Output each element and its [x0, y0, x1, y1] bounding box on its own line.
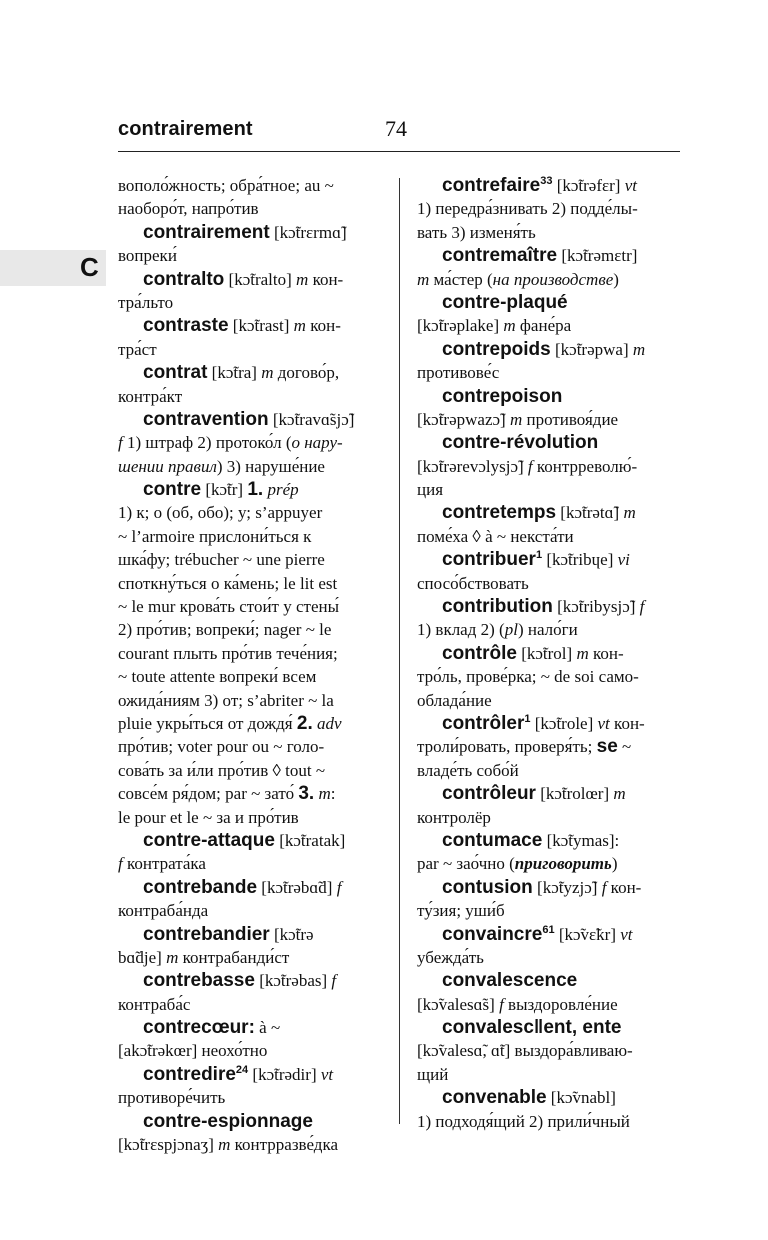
headword: contre: [143, 479, 202, 501]
entry-headline: [417, 969, 679, 992]
entry-text: тра́льто: [118, 292, 174, 312]
entry-text: [kɔ̃trəmɛtr]: [557, 246, 638, 266]
entry-headline: [118, 408, 380, 431]
headword: contravention: [143, 408, 269, 430]
entry-text: сова́ть за и́ли про́тив ◊ tout ~: [118, 760, 326, 780]
headword: contre-révolution: [442, 432, 599, 454]
entry-headline: [118, 876, 380, 899]
grammar-label: f: [639, 597, 645, 617]
grammar-label: m: [576, 643, 589, 663]
conjugation-index: 61: [542, 923, 555, 936]
right-column: [417, 174, 679, 1133]
headword: contribution: [442, 596, 553, 618]
entry-text: [kɔ̃tyzjɔ̃]: [532, 877, 602, 897]
entry-text: облада́ние: [417, 690, 492, 710]
entry-text: противоя́дие: [522, 409, 619, 429]
grammar-label: m: [296, 269, 309, 289]
headword: contrepoison: [442, 385, 563, 407]
page-number: 74: [385, 116, 407, 141]
entry-headline: [417, 595, 679, 618]
entry-line: [417, 665, 679, 688]
entry-text: шка́фу; trébucher ~ une pierre: [118, 550, 325, 570]
entry-text: [kɔ̃trəbas]: [254, 971, 332, 991]
entry-text: ): [613, 269, 619, 289]
entry-text: ) 3) наруше́ние: [216, 456, 325, 476]
entry-line: [118, 993, 380, 1016]
entry-text: спосо́бствовать: [417, 573, 529, 593]
entry-text: [kɔ̃trə: [269, 924, 314, 944]
entry-text: 1) штраф 2) протоко́л (: [122, 433, 292, 453]
entry-text: [kɔ̃trəplake]: [417, 316, 504, 336]
entry-text: поме́ха ◊ à ~ некста́ти: [417, 526, 574, 546]
headword: contre-attaque: [143, 829, 275, 851]
grammar-label: m: [166, 947, 179, 967]
entry-line: [417, 478, 679, 501]
entry-headline: [417, 782, 679, 805]
entry-text: [kɔ̃tratak]: [274, 830, 346, 850]
entry-headline: [417, 385, 679, 408]
entry-headline: [417, 174, 679, 197]
entry-line: [118, 618, 380, 641]
entry-text: контраба́нда: [118, 901, 209, 921]
entry-text: ту́зия; уши́б: [417, 901, 505, 921]
headword: contrat: [143, 362, 208, 384]
guide-word: contrairement: [118, 118, 253, 140]
grammar-label: vt: [624, 176, 637, 195]
entry-line: [118, 291, 380, 314]
conjugation-index: 1: [524, 712, 531, 725]
entry-headline: [118, 829, 380, 852]
entry-line: [417, 197, 679, 220]
headword: contrôler: [442, 712, 525, 734]
entry-line: [417, 408, 679, 431]
grammar-label: vi: [617, 550, 630, 570]
grammar-label: m: [417, 269, 430, 289]
entry-text: контрразве́дка: [230, 1135, 338, 1155]
headword: contrôle: [442, 642, 517, 664]
entry-line: [417, 361, 679, 384]
entry-line: [118, 1086, 380, 1109]
entry-text: 1) вклад 2) (: [417, 620, 505, 640]
entry-text: [kɔ̃tralto]: [224, 269, 297, 289]
entry-headline: [417, 829, 679, 852]
entry-line: [118, 665, 380, 688]
entry-text: à ~: [254, 1018, 281, 1038]
headword: contrebasse: [143, 970, 255, 992]
headword: contrebandier: [143, 923, 270, 945]
entry-line: [118, 642, 380, 665]
entry-text: догово́р,: [273, 363, 340, 383]
entry-text: вать 3) изменя́ть: [417, 222, 536, 242]
entry-line: [417, 993, 679, 1016]
conjugation-index: 1: [535, 549, 543, 562]
entry-text: вопреки́: [118, 246, 177, 266]
entry-text: [kɔ̃trol]: [516, 643, 577, 663]
grammar-label: vt: [320, 1064, 334, 1084]
sense-number: 3.: [298, 783, 315, 805]
grammar-label: m: [293, 316, 306, 336]
entry-text: 1) к; о (об, обо); у; s’appuyer: [118, 503, 323, 523]
entry-headline: [118, 478, 380, 501]
entry-text: [kɔ̃trɛspjɔnaʒ]: [118, 1135, 219, 1155]
headword: convaincre: [442, 923, 543, 945]
grammar-label: f: [601, 877, 607, 897]
entry-text: ~ le mur крова́ть стои́т у стены́: [118, 597, 340, 617]
headword: contrefaire: [442, 175, 541, 196]
grammar-label: m: [318, 784, 331, 804]
entry-headline: [417, 923, 679, 946]
grammar-label: f: [118, 433, 123, 453]
entry-text: pluie укры́ться от дождя́: [118, 713, 297, 733]
entry-text: bɑ̃dje]: [118, 947, 167, 967]
entry-text: кон-: [588, 643, 624, 663]
headword: contrairement: [143, 221, 270, 243]
entry-text: кон-: [606, 877, 642, 897]
entry-line: [118, 197, 380, 220]
entry-text: [kɔ̃trətɑ̃]: [556, 503, 624, 523]
headword: convalesc‖ent, ente: [442, 1017, 622, 1039]
entry-text: [kɔ̃tymas]:: [542, 830, 620, 850]
entry-text: кон-: [609, 713, 645, 733]
grammar-label: m: [218, 1135, 231, 1155]
headword: convenable: [442, 1087, 547, 1109]
entry-headline: [118, 268, 380, 291]
entry-text: ~ toute attente вопреки́ всем: [118, 667, 317, 687]
grammar-label: f: [527, 456, 533, 476]
entry-headline: [118, 923, 380, 946]
entry-text: ~: [617, 737, 632, 757]
usage-note: на производстве: [492, 269, 614, 289]
headword: contre-plaqué: [442, 291, 568, 313]
entry-line: [118, 595, 380, 618]
entry-text: споткну́ться о ка́мень; le lit est: [118, 573, 338, 593]
grammar-label: m: [632, 339, 646, 359]
headword: contrôleur: [442, 783, 536, 805]
headword: contusion: [442, 876, 533, 898]
entry-line: [118, 806, 380, 829]
entry-text: совсе́м ря́дом; par ~ зато́: [118, 784, 299, 804]
headword: contumace: [442, 829, 543, 851]
entry-line: [118, 782, 380, 805]
grammar-label: m: [613, 784, 626, 804]
entry-text: вополо́жность; обра́тное; au ~: [118, 176, 334, 195]
entry-line: [417, 572, 679, 595]
entry-text: [kɔ̃trəfɛr]: [552, 176, 625, 195]
entry-line: [417, 806, 679, 829]
grammar-label: adv: [316, 713, 342, 733]
grammar-label: f: [499, 994, 504, 1014]
section-letter: C: [80, 252, 99, 282]
entry-text: [kɔ̃trərevɔlysjɔ̃]: [417, 456, 528, 476]
headword: contredire: [143, 1063, 236, 1085]
entry-line: [417, 946, 679, 969]
entry-text: ~ l’armoire прислони́ться к: [118, 526, 312, 546]
entry-line: [417, 735, 679, 758]
entry-headline: [118, 1063, 380, 1086]
entry-line: [118, 759, 380, 782]
entry-line: [417, 852, 679, 875]
entry-text: контрата́ка: [122, 854, 206, 874]
entry-headline: [118, 314, 380, 337]
headword: contretemps: [442, 502, 557, 524]
grammar-label: f: [331, 971, 337, 991]
entry-line: [118, 1039, 380, 1062]
entry-text: владе́ть собо́й: [417, 760, 519, 780]
grammar-label: prép: [267, 480, 299, 500]
entry-text: 1) передра́знивать 2) подде́лы-: [417, 199, 638, 219]
entry-line: [417, 759, 679, 782]
entry-headline: [417, 501, 679, 524]
entry-line: [417, 618, 679, 641]
entry-headline: [417, 642, 679, 665]
entry-text: [kɔ̃tra]: [207, 363, 262, 383]
grammar-label: m: [509, 409, 523, 429]
entry-line: [417, 221, 679, 244]
entry-headline: [417, 431, 679, 454]
grammar-label: vt: [597, 713, 610, 733]
entry-line: [118, 572, 380, 595]
usage-note: приговорить: [514, 854, 612, 874]
entry-text: 1) подходя́щий 2) прили́чный: [417, 1111, 630, 1131]
entry-line: [118, 174, 380, 197]
entry-text: убежда́ть: [417, 947, 484, 967]
headword: contraste: [143, 315, 229, 337]
headword: contre-espionnage: [143, 1110, 313, 1132]
entry-text: ) нало́ги: [517, 620, 578, 640]
entry-text: фане́ра: [515, 316, 572, 336]
entry-line: [118, 525, 380, 548]
entry-headline: [118, 969, 380, 992]
entry-line: [118, 899, 380, 922]
entry-line: [417, 1110, 679, 1133]
left-column: [118, 174, 380, 1156]
headword: contribuer: [442, 549, 536, 571]
entry-text: [kɔ̃tribɥe]: [542, 550, 618, 570]
entry-text: про́тив; voter pour ou ~ голо-: [118, 737, 325, 757]
entry-line: [118, 501, 380, 524]
entry-text: [kɔ̃trole]: [530, 713, 598, 733]
entry-text: контра́кт: [118, 386, 183, 406]
grammar-label: f: [336, 877, 342, 897]
entry-text: par ~ зао́чно (: [417, 854, 515, 874]
entry-text: [akɔ̃trəkœr] неохо́тно: [118, 1041, 268, 1061]
grammar-label: m: [261, 363, 274, 383]
entry-text: le pour et le ~ за и про́тив: [118, 807, 299, 827]
entry-text: :: [330, 784, 336, 804]
usage-note: шении правил: [118, 456, 217, 476]
entry-line: [118, 712, 380, 735]
column-divider: [399, 178, 400, 1124]
headword: contremaître: [442, 245, 558, 267]
entry-text: ма́стер (: [429, 269, 493, 289]
entry-line: [118, 385, 380, 408]
entry-text: [kɔ̃valesɑ̃s]: [417, 994, 500, 1014]
conjugation-index: 24: [235, 1063, 249, 1076]
entry-headline: [118, 1016, 380, 1039]
entry-line: [118, 852, 380, 875]
entry-line: [118, 946, 380, 969]
sense-number: 1.: [247, 479, 264, 501]
entry-line: [417, 268, 679, 291]
entry-text: [kɔ̃trolœr]: [535, 784, 614, 804]
entry-headline: [417, 1016, 679, 1039]
entry-text: противове́с: [417, 363, 500, 383]
entry-text: [kɔ̃valesɑ̃, ɑ̃t] выздора́вливаю-: [417, 1041, 633, 1061]
entry-text: [kɔ̃trədir]: [248, 1064, 321, 1084]
entry-line: [118, 735, 380, 758]
entry-text: тро́ль, прове́рка; ~ de soi само-: [417, 667, 639, 687]
entry-headline: [417, 338, 679, 361]
grammar-label: m: [623, 503, 636, 523]
entry-text: 2) про́тив; вопреки́; nager ~ le: [118, 620, 332, 640]
entry-headline: [417, 291, 679, 314]
entry-headline: [118, 1110, 380, 1133]
headword: contralto: [143, 268, 225, 290]
grammar-label: vt: [620, 924, 633, 944]
header-rule: [118, 151, 680, 152]
conjugation-index: 33: [540, 175, 553, 187]
entry-text: [kɔ̃vnabl]: [546, 1088, 616, 1108]
grammar-label: pl: [504, 620, 518, 640]
entry-line: [118, 548, 380, 571]
entry-headline: [417, 244, 679, 267]
entry-text: [kɔ̃trəpwa]: [550, 339, 633, 359]
headword: contrepoids: [442, 338, 551, 360]
entry-line: [417, 689, 679, 712]
entry-text: ожида́ниям 3) от; s’abriter ~ la: [118, 690, 334, 710]
entry-text: [kɔ̃trast]: [228, 316, 294, 336]
entry-line: [118, 338, 380, 361]
entry-line: [118, 1133, 380, 1156]
entry-line: [118, 455, 380, 478]
entry-headline: [118, 361, 380, 384]
entry-text: контрреволю́-: [532, 456, 638, 476]
entry-headline: [118, 221, 380, 244]
headword: convalescence: [442, 970, 578, 992]
entry-line: [417, 525, 679, 548]
entry-line: [417, 1039, 679, 1062]
entry-text: ция: [417, 480, 444, 500]
entry-text: courant плыть про́тив тече́ния;: [118, 643, 338, 663]
grammar-label: f: [118, 854, 123, 874]
headword: contrecœur:: [143, 1017, 255, 1039]
headword: contrebande: [143, 876, 258, 898]
entry-text: троли́ровать, проверя́ть;: [417, 737, 597, 757]
entry-text: [kɔ̃tribysjɔ̃]: [552, 597, 640, 617]
entry-headline: [417, 1086, 679, 1109]
entry-text: [kɔ̃trɛrmɑ̃]: [269, 222, 347, 242]
entry-text: кон-: [308, 269, 344, 289]
entry-line: [118, 431, 380, 454]
sense-number: 2.: [296, 712, 313, 734]
entry-text: [kɔ̃trəpwazɔ̃]: [417, 409, 510, 429]
usage-note: о нару-: [291, 433, 343, 453]
entry-line: [417, 455, 679, 478]
entry-text: [kɔ̃trəbɑ̃d]: [257, 877, 337, 897]
entry-text: щий: [417, 1064, 449, 1084]
grammar-label: m: [503, 316, 516, 336]
entry-text: контраба́с: [118, 994, 191, 1014]
entry-headline: [417, 548, 679, 571]
entry-text: ): [611, 854, 618, 874]
entry-text: наоборо́т, напро́тив: [118, 199, 259, 219]
entry-text: [kɔ̃travɑ̃sjɔ̃]: [268, 409, 355, 429]
entry-line: [417, 899, 679, 922]
entry-text: кон-: [305, 316, 341, 336]
entry-headline: [417, 712, 679, 735]
entry-text: контролёр: [417, 807, 491, 827]
entry-text: [kɔ̃vɛ̃kr]: [554, 924, 621, 944]
entry-headline: [417, 876, 679, 899]
entry-line: [417, 1063, 679, 1086]
entry-line: [118, 689, 380, 712]
entry-text: контрабанди́ст: [178, 947, 290, 967]
headword: se: [596, 736, 618, 758]
entry-text: [kɔ̃tr]: [201, 480, 248, 500]
entry-text: тра́ст: [118, 339, 157, 359]
entry-text: выздоровле́ние: [503, 994, 618, 1014]
entry-line: [118, 244, 380, 267]
entry-line: [417, 314, 679, 337]
entry-text: противоре́чить: [118, 1088, 226, 1108]
